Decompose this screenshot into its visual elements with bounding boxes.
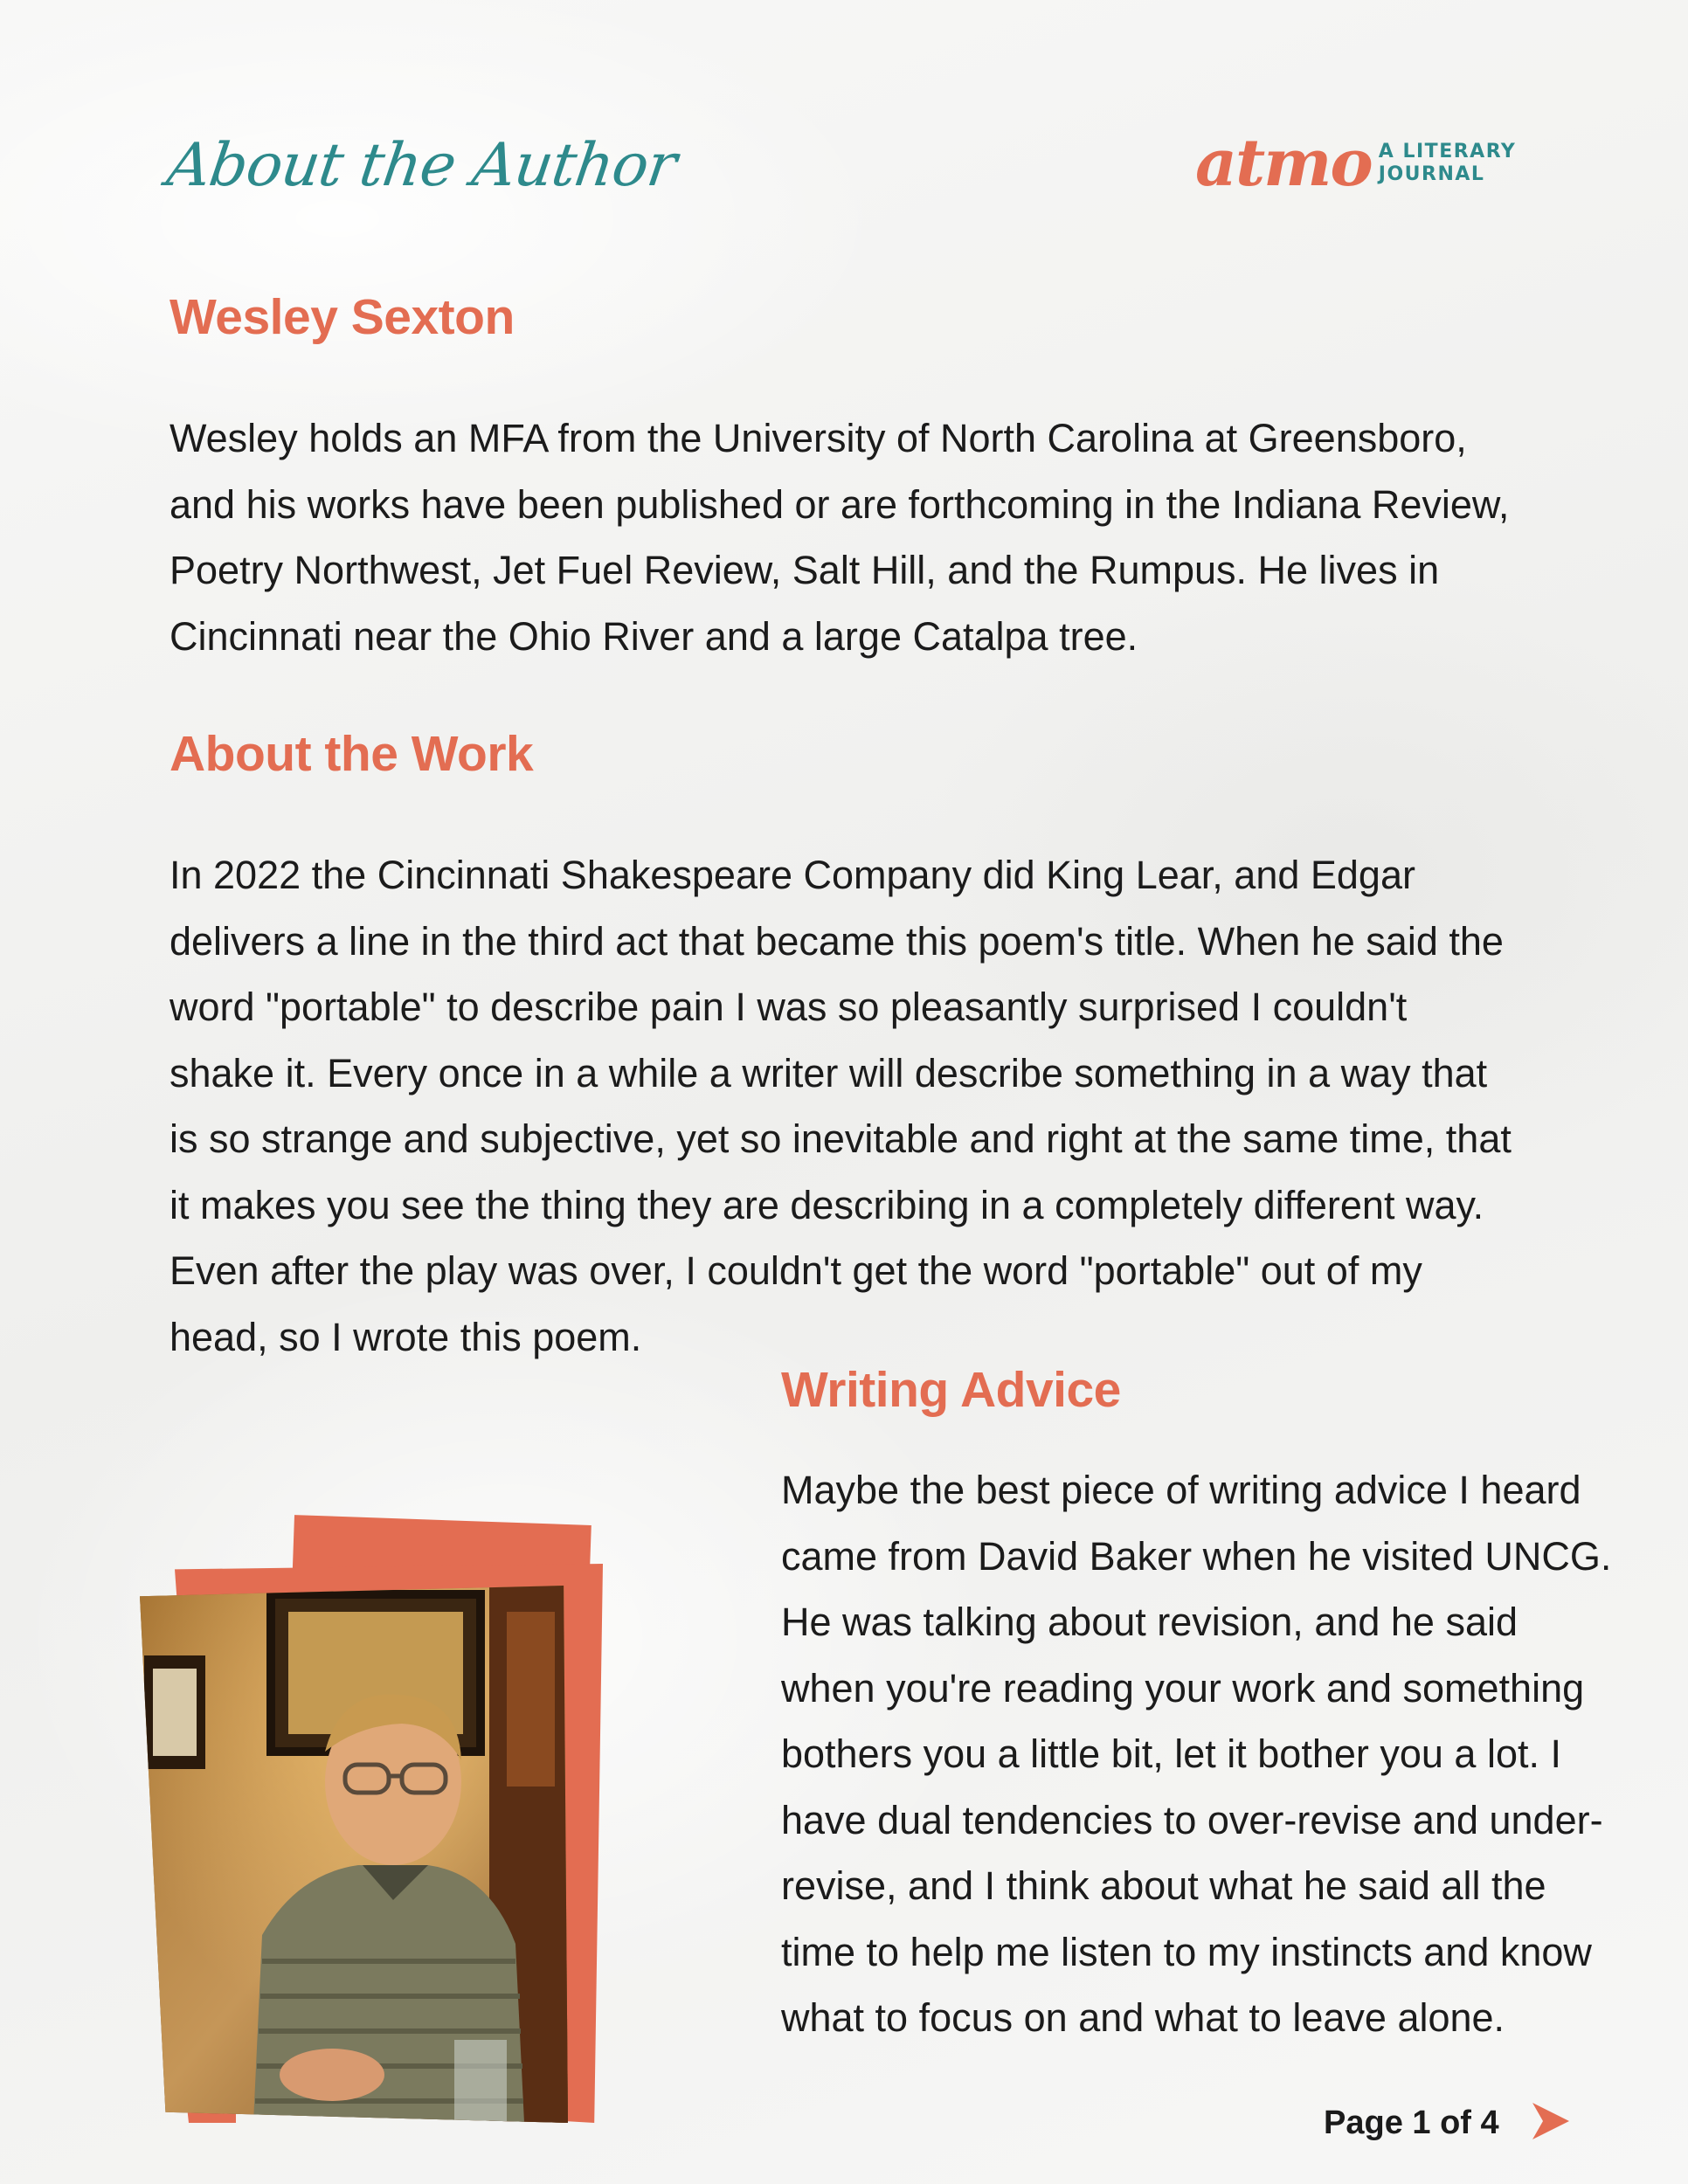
work-line: delivers a line in the third act that became this poem's title. When he said the: [169, 918, 1504, 964]
author-photo-frame: [131, 1520, 620, 2149]
about-work-text: [169, 842, 1532, 1370]
advice-line: have dual tendencies to over-revise and under-: [781, 1797, 1603, 1842]
advice-line: what to focus on and what to leave alone.: [781, 1995, 1505, 2040]
work-line: is so strange and subjective, yet so inevitable and right at the same time, that: [169, 1116, 1512, 1161]
work-line: word "portable" to describe pain I was so pleasantly surprised I couldn't: [169, 985, 1408, 1029]
advice-line: bothers you a little bit, let it bother you a lot. I: [781, 1731, 1561, 1776]
bio-line: Wesley holds an MFA from the University of North Carolina at Greensboro,: [169, 416, 1467, 460]
bio-line: Poetry Northwest, Jet Fuel Review, Salt Hill, and the Rumpus. He lives in: [169, 548, 1440, 592]
author-bio: [169, 405, 1532, 669]
pagination: [1324, 2101, 1571, 2146]
writing-advice-heading: Writing Advice: [781, 1362, 1121, 1418]
bio-line: and his works have been published or are forthcoming in the Indiana Review,: [169, 481, 1510, 527]
advice-line: came from David Baker when he visited UNCG.: [781, 1533, 1612, 1579]
author-photo: [140, 1586, 568, 2123]
bio-line: Cincinnati near the Ohio River and a large Catalpa tree.: [169, 613, 1138, 659]
advice-line: Maybe the best piece of writing advice I heard: [781, 1468, 1581, 1512]
work-line: head, so I wrote this poem.: [169, 1314, 642, 1359]
work-line: In 2022 the Cincinnati Shakespeare Company did King Lear, and Edgar: [169, 853, 1415, 897]
advice-line: revise, and I think about what he said all the: [781, 1863, 1546, 1908]
work-line: Even after the play was over, I couldn't get the word "portable" out of my: [169, 1248, 1422, 1293]
journal-logo: [1195, 126, 1517, 201]
page-indicator: Page 1 of 4: [1324, 2105, 1499, 2141]
logo-subtitle: [1379, 141, 1517, 186]
arrow-right-icon[interactable]: [1531, 2101, 1571, 2146]
logo-wordmark: atmo: [1195, 126, 1372, 201]
page-title: About the Author: [163, 131, 681, 200]
logo-subtitle-line1: A LITERARY: [1378, 141, 1517, 162]
author-name: Wesley Sexton: [169, 289, 515, 345]
about-work-heading: About the Work: [169, 726, 534, 782]
advice-line: time to help me listen to my instincts and know: [781, 1929, 1592, 1974]
writing-advice-text: [781, 1457, 1655, 2051]
author-portrait-image: [140, 1586, 568, 2123]
work-line: it makes you see the thing they are describing in a completely different way.: [169, 1182, 1484, 1227]
advice-line: when you're reading your work and something: [781, 1665, 1585, 1711]
logo-subtitle-line2: JOURNAL: [1378, 163, 1485, 185]
advice-line: He was talking about revision, and he said: [781, 1600, 1519, 1644]
work-line: shake it. Every once in a while a writer will describe something in a way that: [169, 1050, 1488, 1095]
